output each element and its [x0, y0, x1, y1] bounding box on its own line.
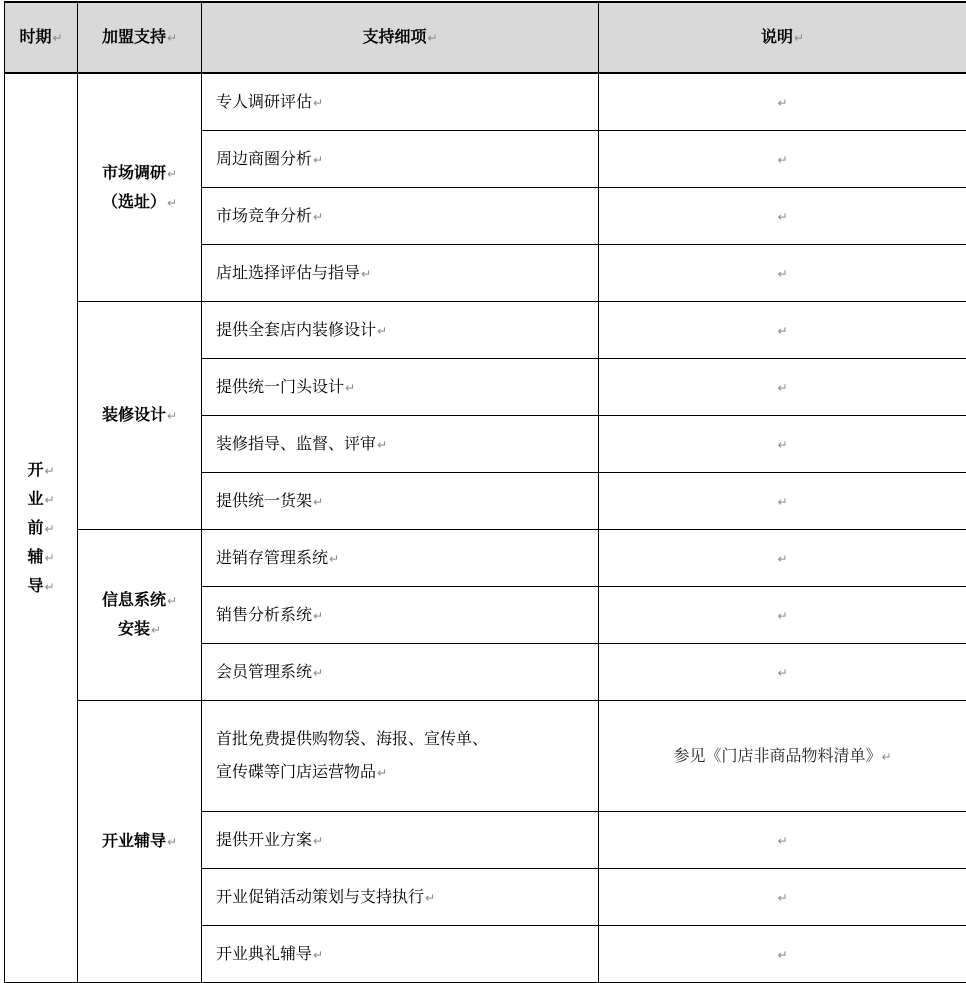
note-cell: ↵	[599, 869, 966, 926]
detail-cell: 提供统一货架↵	[202, 473, 599, 530]
period-char: 辅↵	[5, 543, 77, 572]
note-cell: ↵	[599, 530, 966, 587]
note-cell: ↵	[599, 73, 966, 131]
note-cell: ↵	[599, 245, 966, 302]
detail-cell: 开业促销活动策划与支持执行↵	[202, 869, 599, 926]
period-char: 导↵	[5, 572, 77, 601]
detail-cell: 会员管理系统↵	[202, 644, 599, 701]
period-char: 前↵	[5, 514, 77, 543]
table-row	[5, 302, 966, 359]
note-cell: ↵	[599, 644, 966, 701]
group-market-research: 市场调研↵ （选址）↵	[78, 73, 202, 302]
note-cell: ↵	[599, 587, 966, 644]
table-row	[5, 73, 966, 131]
table-header-row	[5, 2, 966, 73]
franchise-support-table	[4, 1, 966, 983]
note-cell: ↵	[599, 359, 966, 416]
table-row	[5, 701, 966, 812]
header-period: 时期↵	[5, 2, 78, 73]
detail-cell: 店址选择评估与指导↵	[202, 245, 599, 302]
period-cell	[5, 73, 78, 983]
detail-cell: 提供全套店内装修设计↵	[202, 302, 599, 359]
detail-cell: 首批免费提供购物袋、海报、宣传单、 宣传碟等门店运营物品↵	[202, 701, 599, 812]
period-char: 业↵	[5, 485, 77, 514]
note-cell: ↵	[599, 416, 966, 473]
header-detail: 支持细项↵	[202, 2, 599, 73]
note-cell: ↵	[599, 188, 966, 245]
detail-cell: 进销存管理系统↵	[202, 530, 599, 587]
detail-cell: 周边商圈分析↵	[202, 131, 599, 188]
detail-cell: 销售分析系统↵	[202, 587, 599, 644]
note-cell: 参见《门店非商品物料清单》↵	[599, 701, 966, 812]
group-decoration-design: 装修设计↵	[78, 302, 202, 530]
note-cell: ↵	[599, 812, 966, 869]
note-cell: ↵	[599, 473, 966, 530]
detail-cell: 提供开业方案↵	[202, 812, 599, 869]
group-opening-guidance: 开业辅导↵	[78, 701, 202, 983]
note-cell: ↵	[599, 131, 966, 188]
header-support: 加盟支持↵	[78, 2, 202, 73]
group-info-system: 信息系统↵ 安装↵	[78, 530, 202, 701]
detail-cell: 装修指导、监督、评审↵	[202, 416, 599, 473]
note-cell: ↵	[599, 302, 966, 359]
header-note: 说明↵	[599, 2, 966, 73]
detail-cell: 开业典礼辅导↵	[202, 926, 599, 983]
note-cell: ↵	[599, 926, 966, 983]
detail-cell: 专人调研评估↵	[202, 73, 599, 131]
detail-cell: 市场竞争分析↵	[202, 188, 599, 245]
table-row	[5, 530, 966, 587]
period-char: 开↵	[5, 456, 77, 485]
detail-cell: 提供统一门头设计↵	[202, 359, 599, 416]
